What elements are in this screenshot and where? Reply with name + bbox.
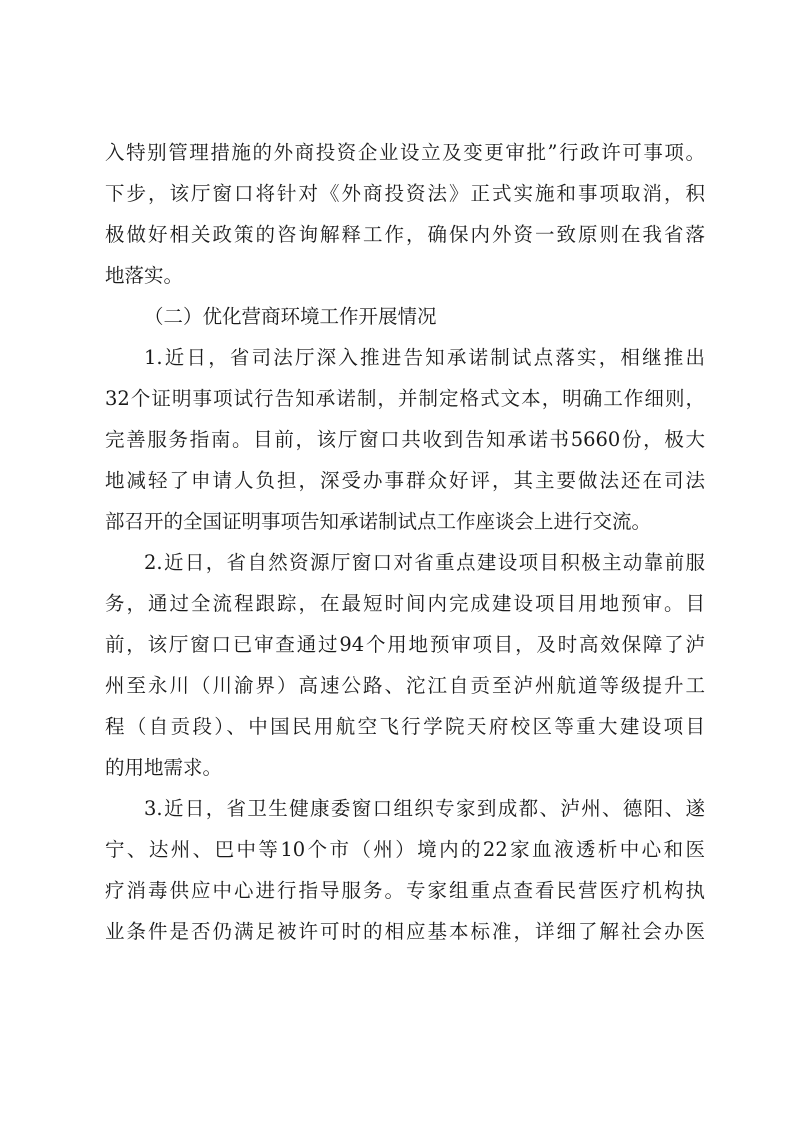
paragraph-item-2 — [105, 542, 705, 788]
paragraph-item-3 — [105, 788, 705, 952]
text-line: 入特别管理措施的外商投资企业设立及变更审批”行政许可事项。 — [105, 141, 705, 164]
text-line: 业条件是否仍满足被许可时的相应基本标准，详细了解社会办医 — [105, 920, 705, 943]
text-line: 下步，该厅窗口将针对《外商投资法》正式实施和事项取消，积 — [105, 182, 705, 205]
text-line: 极做好相关政策的咨询解释工作，确保内外资一致原则在我省落 — [105, 223, 705, 246]
text-line: 地落实。 — [105, 264, 184, 287]
text-line: 州至永川（川渝界）高速公路、沱江自贡至泸州航道等级提升工 — [105, 674, 705, 697]
section-heading — [105, 296, 705, 337]
text-line: 务，通过全流程跟踪，在最短时间内完成建设项目用地预审。目 — [105, 592, 705, 615]
text-line: 2.近日，省自然资源厅窗口对省重点建设项目积极主动靠前服 — [144, 551, 705, 574]
text-line: 32个证明事项试行告知承诺制，并制定格式文本，明确工作细则， — [105, 387, 705, 410]
text-line: 程（自贡段）、中国民用航空飞行学院天府校区等重大建设项目 — [105, 715, 705, 738]
text-line: 完善服务指南。目前，该厅窗口共收到告知承诺书5660份，极大 — [105, 428, 705, 451]
text-line: 地减轻了申请人负担，深受办事群众好评，其主要做法还在司法 — [105, 469, 705, 492]
section-heading-text: （二）优化营商环境工作开展情况 — [144, 305, 437, 328]
text-line: 1.近日，省司法厅深入推进告知承诺制试点落实，相继推出 — [144, 346, 705, 369]
text-line: 宁、达州、巴中等10个市（州）境内的22家血液透析中心和医 — [105, 838, 705, 861]
text-line: 部召开的全国证明事项告知承诺制试点工作座谈会上进行交流。 — [105, 510, 652, 533]
document-body — [105, 132, 705, 952]
text-line: 的用地需求。 — [105, 756, 223, 779]
text-line: 3.近日，省卫生健康委窗口组织专家到成都、泸州、德阳、遂 — [144, 797, 705, 820]
text-line: 疗消毒供应中心进行指导服务。专家组重点查看民营医疗机构执 — [105, 879, 705, 902]
paragraph-continuation — [105, 132, 705, 296]
text-line: 前，该厅窗口已审查通过94个用地预审项目，及时高效保障了泸 — [105, 633, 705, 656]
paragraph-item-1 — [105, 337, 705, 542]
